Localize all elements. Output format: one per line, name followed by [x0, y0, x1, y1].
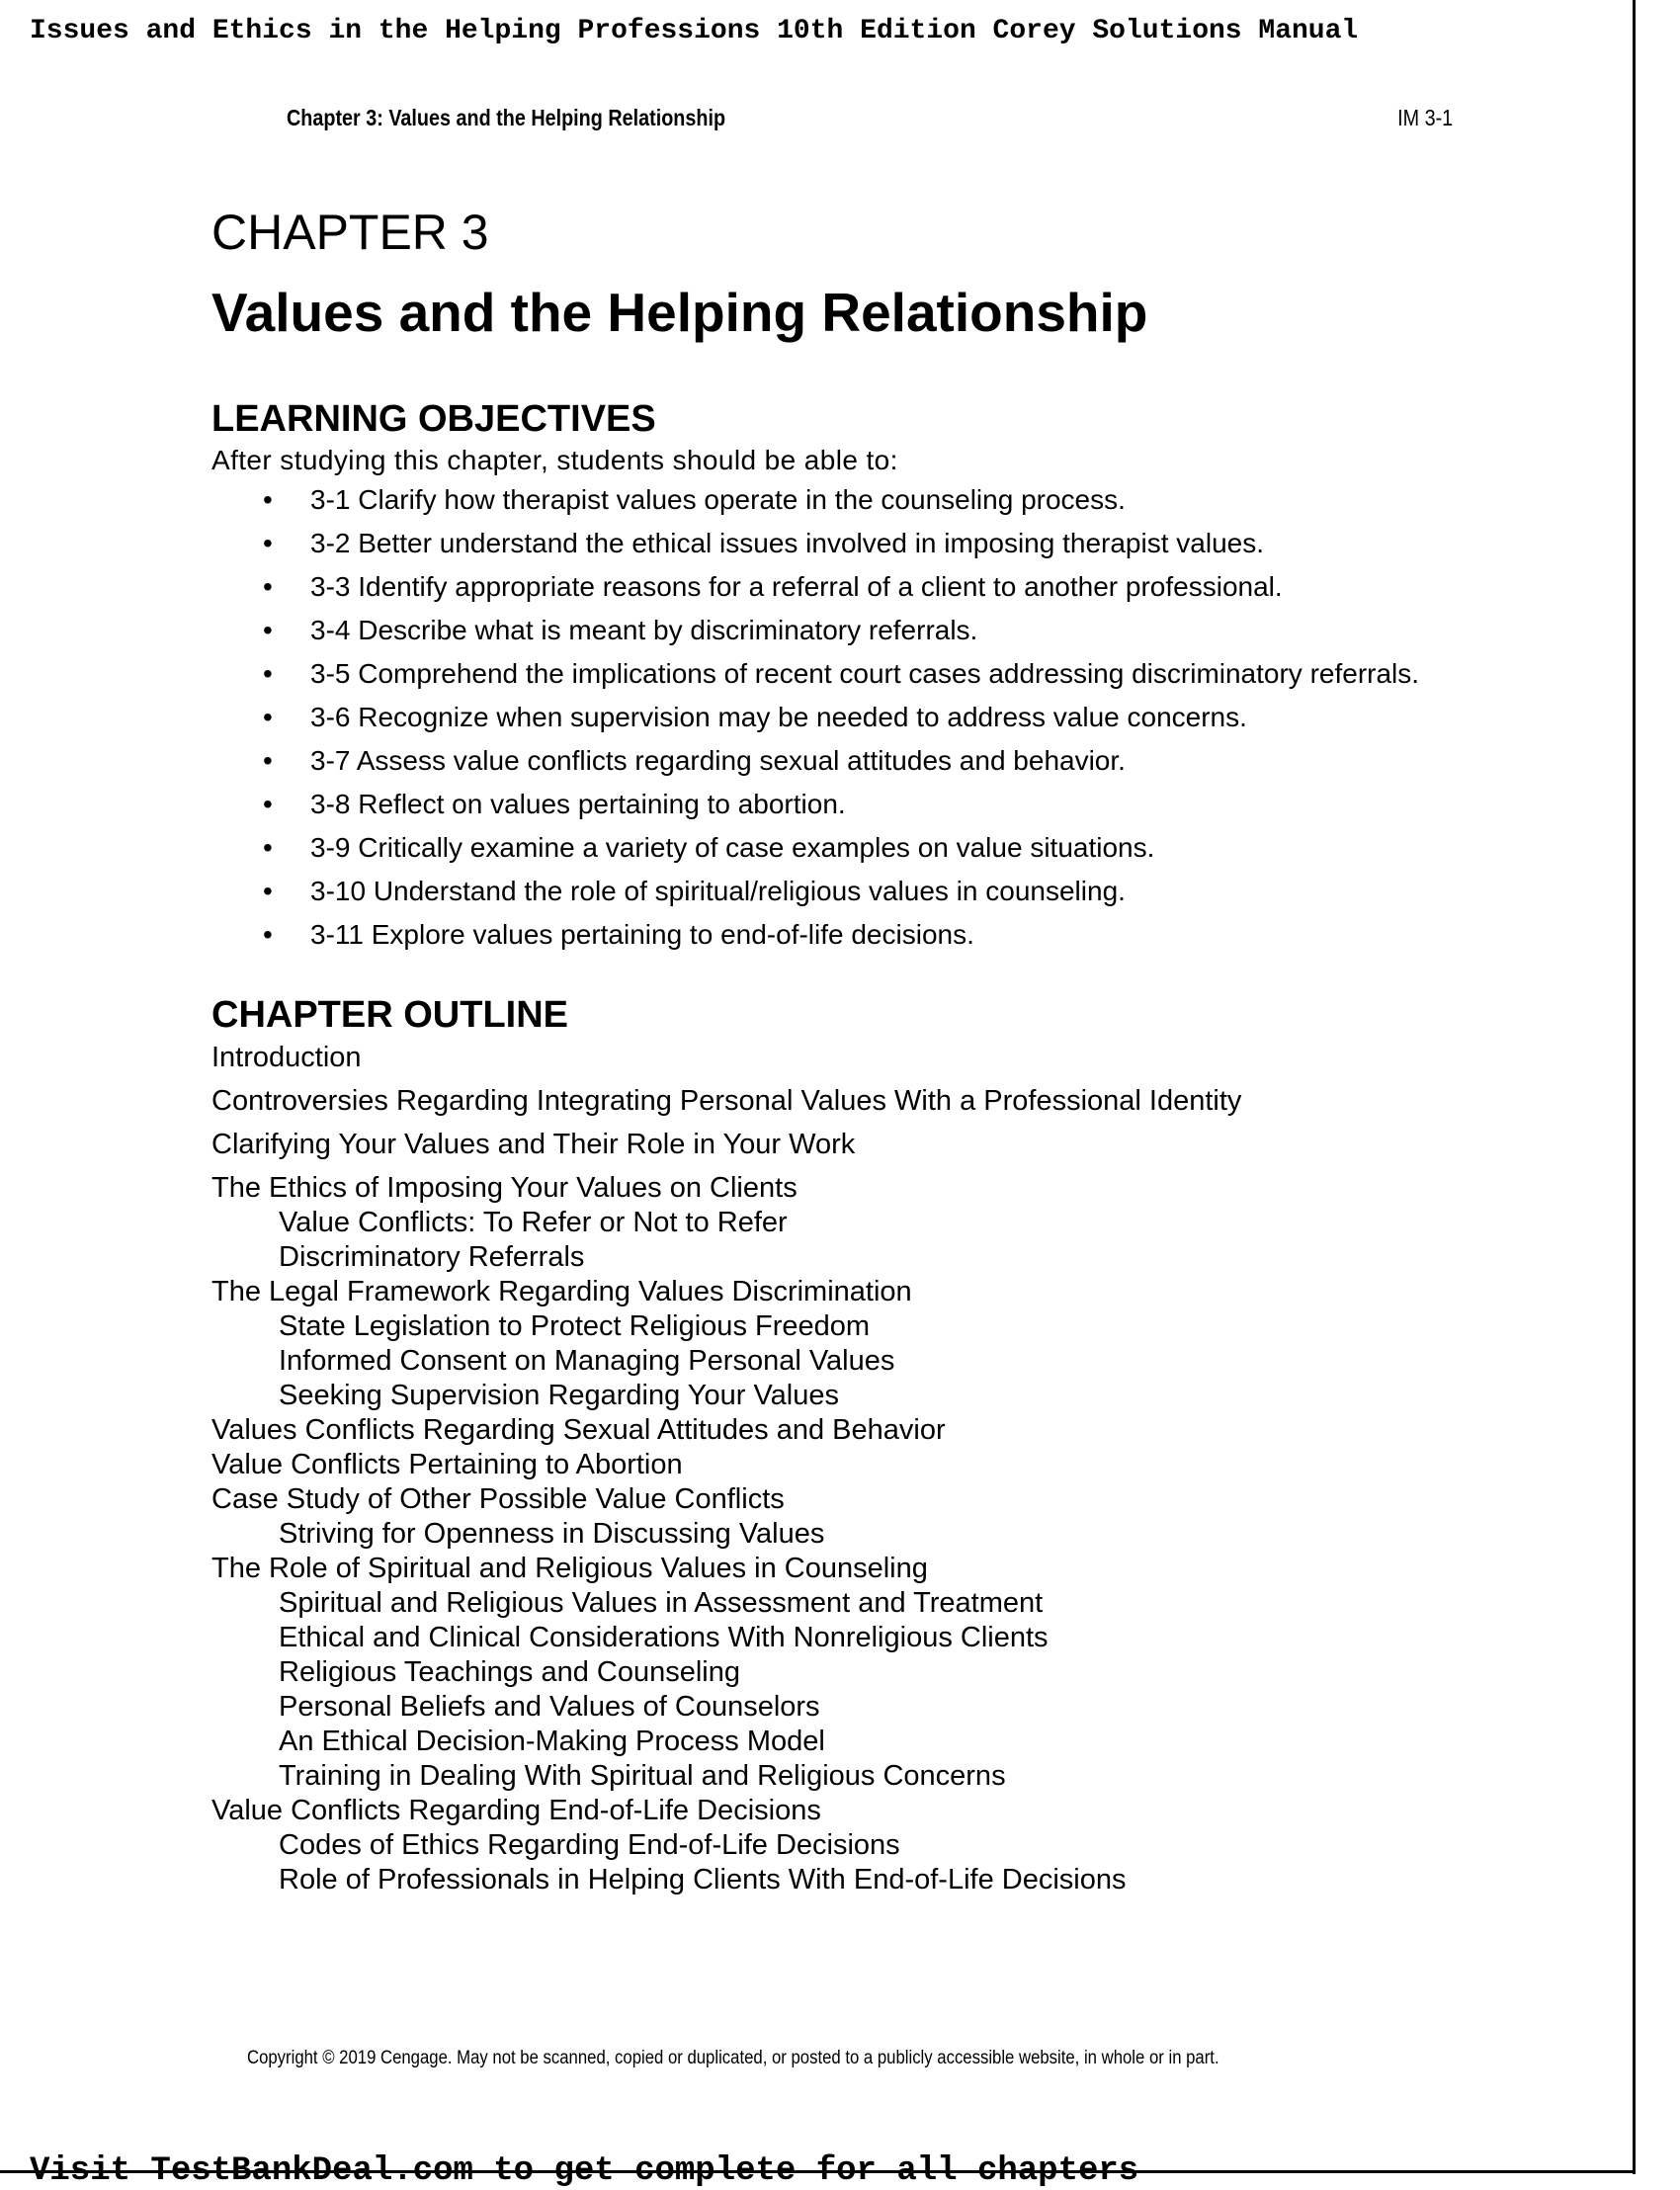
objective-text: 3-1 Clarify how therapist values operate in the counseling process. — [310, 484, 1126, 515]
bullet-icon: • — [263, 528, 273, 558]
objective-text: 3-2 Better understand the ethical issues involved in imposing therapist values. — [310, 528, 1264, 558]
outline-section: The Role of Spiritual and Religious Values in Counseling — [211, 1553, 928, 1584]
bullet-icon: • — [263, 745, 273, 776]
outline-subsection: Informed Consent on Managing Personal Values — [279, 1345, 895, 1377]
objective-item — [211, 743, 1427, 778]
objective-item — [211, 830, 1427, 865]
outline-section: The Legal Framework Regarding Values Discrimination — [211, 1276, 912, 1307]
objective-text: 3-5 Comprehend the implications of recent court cases addressing discriminatory referrals. — [310, 658, 1420, 689]
bottom-banner: Visit TestBankDeal.com to get complete for all chapters — [30, 2152, 1139, 2190]
objective-item — [211, 526, 1427, 560]
objective-item — [211, 569, 1427, 604]
page-frame-right — [1633, 0, 1636, 2174]
objective-item — [211, 700, 1427, 734]
outline-section: Case Study of Other Possible Value Conflicts — [211, 1483, 785, 1515]
bullet-icon: • — [263, 615, 273, 645]
outline-section: Value Conflicts Pertaining to Abortion — [211, 1449, 683, 1480]
objective-item — [211, 482, 1427, 517]
learning-objectives-list — [211, 482, 1427, 952]
outline-subsection: Role of Professionals in Helping Clients With End-of-Life Decisions — [279, 1864, 1127, 1895]
bullet-icon: • — [263, 484, 273, 515]
chapter-label: CHAPTER 3 — [211, 205, 489, 260]
outline-subsection: Striving for Openness in Discussing Values — [279, 1518, 825, 1550]
outline-section: Value Conflicts Regarding End-of-Life Decisions — [211, 1795, 821, 1826]
page-content — [211, 204, 1427, 1897]
objective-item — [211, 787, 1427, 821]
bullet-icon: • — [263, 789, 273, 819]
objective-text: 3-8 Reflect on values pertaining to abortion. — [310, 789, 846, 819]
bullet-icon: • — [263, 571, 273, 602]
objective-text: 3-7 Assess value conflicts regarding sexual attitudes and behavior. — [310, 745, 1126, 776]
top-banner: Issues and Ethics in the Helping Professions 10th Edition Corey Solutions Manual — [30, 16, 1359, 46]
outline-section: Clarifying Your Values and Their Role in Your Work — [211, 1129, 856, 1160]
bullet-icon: • — [263, 702, 273, 732]
page-number: IM 3-1 — [1396, 105, 1453, 130]
chapter-title: Values and the Helping Relationship — [211, 282, 1148, 343]
outline-section: Values Conflicts Regarding Sexual Attitudes and Behavior — [211, 1414, 946, 1446]
outline-section: Controversies Regarding Integrating Personal Values With a Professional Identity — [211, 1085, 1242, 1117]
bullet-icon: • — [263, 658, 273, 689]
objective-item — [211, 874, 1427, 908]
bullet-icon: • — [263, 876, 273, 906]
learning-objectives-intro: After studying this chapter, students should be able to: — [211, 445, 898, 475]
outline-subsection: Training in Dealing With Spiritual and Religious Concerns — [279, 1760, 1006, 1792]
outline-subsection: State Legislation to Protect Religious Freedom — [279, 1310, 871, 1342]
running-head-title: Chapter 3: Values and the Helping Relationship — [287, 105, 726, 130]
objective-text: 3-10 Understand the role of spiritual/religious values in counseling. — [310, 876, 1126, 906]
bullet-icon: • — [263, 832, 273, 863]
outline-subsection: Value Conflicts: To Refer or Not to Refer — [279, 1207, 788, 1238]
outline-section: Introduction — [211, 1042, 362, 1073]
outline-subsection: Seeking Supervision Regarding Your Values — [279, 1380, 839, 1411]
chapter-outline-list — [211, 1041, 1427, 1897]
outline-subsection: Religious Teachings and Counseling — [279, 1656, 741, 1688]
outline-subsection: Discriminatory Referrals — [279, 1241, 585, 1273]
objective-item — [211, 917, 1427, 952]
objective-text: 3-4 Describe what is meant by discriminatory referrals. — [310, 615, 978, 645]
outline-subsection: Personal Beliefs and Values of Counselors — [279, 1691, 820, 1723]
bullet-icon: • — [263, 919, 273, 950]
outline-subsection: Codes of Ethics Regarding End-of-Life Decisions — [279, 1829, 900, 1861]
objective-text: 3-6 Recognize when supervision may be needed to address value concerns. — [310, 702, 1247, 732]
objective-item — [211, 613, 1427, 647]
outline-subsection: An Ethical Decision-Making Process Model — [279, 1726, 825, 1757]
objective-text: 3-11 Explore values pertaining to end-of-life decisions. — [310, 919, 974, 950]
learning-objectives-heading: LEARNING OBJECTIVES — [211, 398, 656, 440]
outline-subsection: Spiritual and Religious Values in Assessment and Treatment — [279, 1587, 1044, 1619]
objective-text: 3-9 Critically examine a variety of case examples on value situations. — [310, 832, 1155, 863]
outline-section: The Ethics of Imposing Your Values on Clients — [211, 1172, 798, 1204]
objective-item — [211, 656, 1427, 691]
copyright-notice: Copyright © 2019 Cengage. May not be scanned, copied or duplicated, or posted to a publicly accessible website, in whole or in part. — [247, 2048, 1219, 2068]
objective-text: 3-3 Identify appropriate reasons for a referral of a client to another professional. — [310, 571, 1283, 602]
chapter-outline-heading: CHAPTER OUTLINE — [211, 994, 568, 1036]
outline-subsection: Ethical and Clinical Considerations With Nonreligious Clients — [279, 1622, 1049, 1653]
